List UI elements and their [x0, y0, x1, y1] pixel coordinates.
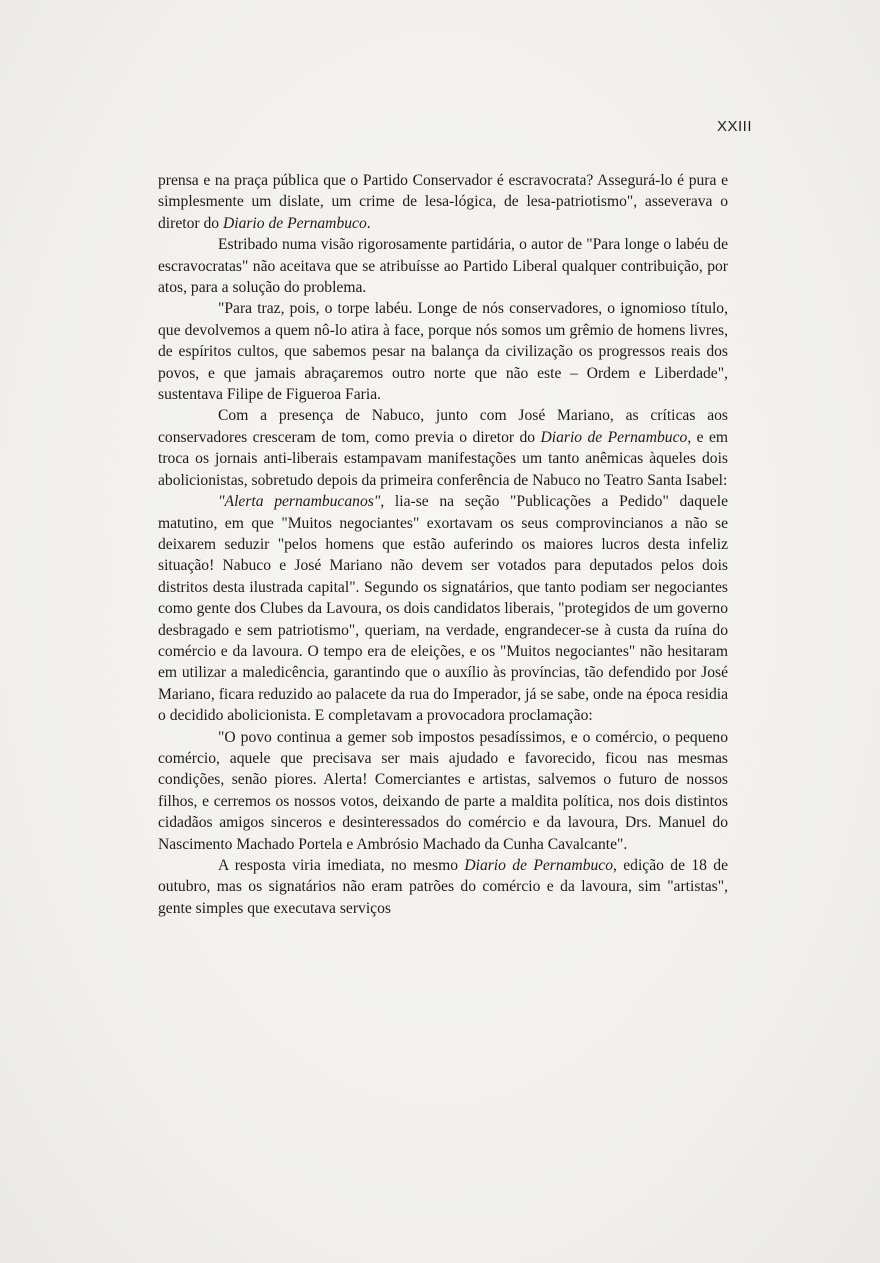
body-text: [158, 170, 728, 919]
paragraph-7-text-a: A resposta viria imediata, no mesmo: [218, 857, 465, 874]
paragraph-1-newspaper-title: Diario de Pernambuco: [222, 214, 367, 232]
paragraph-6-quote: "O povo continua a gemer sob impostos pesadíssimos, e o comércio, o pequeno comércio, aquele que precisava ser mais ajudado e favorecido, ficou nas mesmas condições, senão piores. Alerta! Comerciantes e artistas, salvemos o futuro de nossos filhos, e cerremos os nossos votos, deixando de parte a maldita política, nos dois distintos cidadãos amigos sinceros e desinteressados do comércio e da lavoura, Drs. Manuel do Nascimento Machado Portela e Ambrósio Machado da Cunha Cavalcante".: [158, 728, 728, 853]
paragraph-4-text-a: Com a presença de Nabuco, junto com José Mariano, as críticas aos conservadores cresceram de tom, como previa o diretor do: [158, 407, 728, 446]
paragraph-2: Estribado numa visão rigorosamente partidária, o autor de "Para longe o labéu de escravocratas" não aceitava que se atribuísse ao Partido Liberal qualquer contribuição, por atos, para a solução do problema.: [158, 236, 728, 297]
paragraph-7-text-c: , edição de 18 de outubro, mas os signatários não eram patrões do comércio e da lavoura, sim "artistas", gente simples que executava serviços: [158, 857, 728, 917]
paragraph-1: [158, 170, 728, 234]
paragraph-5: [158, 491, 728, 726]
paragraph-7: [158, 855, 728, 919]
paragraph-1-text-a: prensa e na praça pública que o Partido Conservador é escravocrata? Assegurá-lo é pura e simplesmente um dislate, um crime de lesa-lógica, de lesa-patriotismo", asseverava o diretor do: [158, 172, 728, 232]
paragraph-1-text-c: .: [366, 214, 371, 232]
paragraph-4-text-c: , e em troca os jornais anti-liberais estampavam manifestações um tanto anêmicas àqueles dois abolicionistas, sobretudo depois da primeira conferência de Nabuco no Teatro Santa Isabel:: [158, 428, 728, 489]
paragraph-4: [158, 405, 728, 491]
paragraph-3-quote: "Para traz, pois, o torpe labéu. Longe de nós conservadores, o ignomioso título, que devolvemos a quem nô-lo atira à face, porque nós somos um grêmio de homens livres, de espíritos cultos, que sabemos pesar na balança da civilização os progressos reais dos povos, e que jamais abraçaremos outro norte que não este – Ordem e Liberdade", sustentava Filipe de Figueroa Faria.: [158, 300, 728, 404]
paragraph-4-newspaper-title: Diario de Pernambuco: [540, 428, 688, 446]
paragraph-5-text-b: , lia-se na seção "Publicações a Pedido" daquele matutino, em que "Muitos negociantes" exortavam os seus comprovincianos a não se deixarem seduzir "pelos homens que estão auferindo os maiores lucros desta infeliz situação! Nabuco e José Mariano não devem ser votados para deputados pelos dois distritos desta ilustrada capital". Segundo os signatários, que tanto podiam ser negociantes como gente dos Clubes da Lavoura, os dois candidatos liberais, "protegidos de um governo desbragado e sem patriotismo", queriam, na verdade, engrandecer-se à custa da ruína do comércio e da lavoura. O tempo era de eleições, e os "Muitos negociantes" não hesitaram em utilizar a maledicência, garantindo que o auxílio às províncias, tão defendido por José Mariano, ficara reduzido ao palacete da rua do Imperador, já se sabe, onde na época residia o decidido abolicionista. E completavam a provocadora proclamação:: [158, 493, 728, 725]
paragraph-5-headline: "Alerta pernambucanos": [218, 493, 381, 511]
page-number: XXIII: [716, 118, 752, 135]
paragraph-7-newspaper-title: Diario de Pernambuco: [464, 857, 614, 874]
